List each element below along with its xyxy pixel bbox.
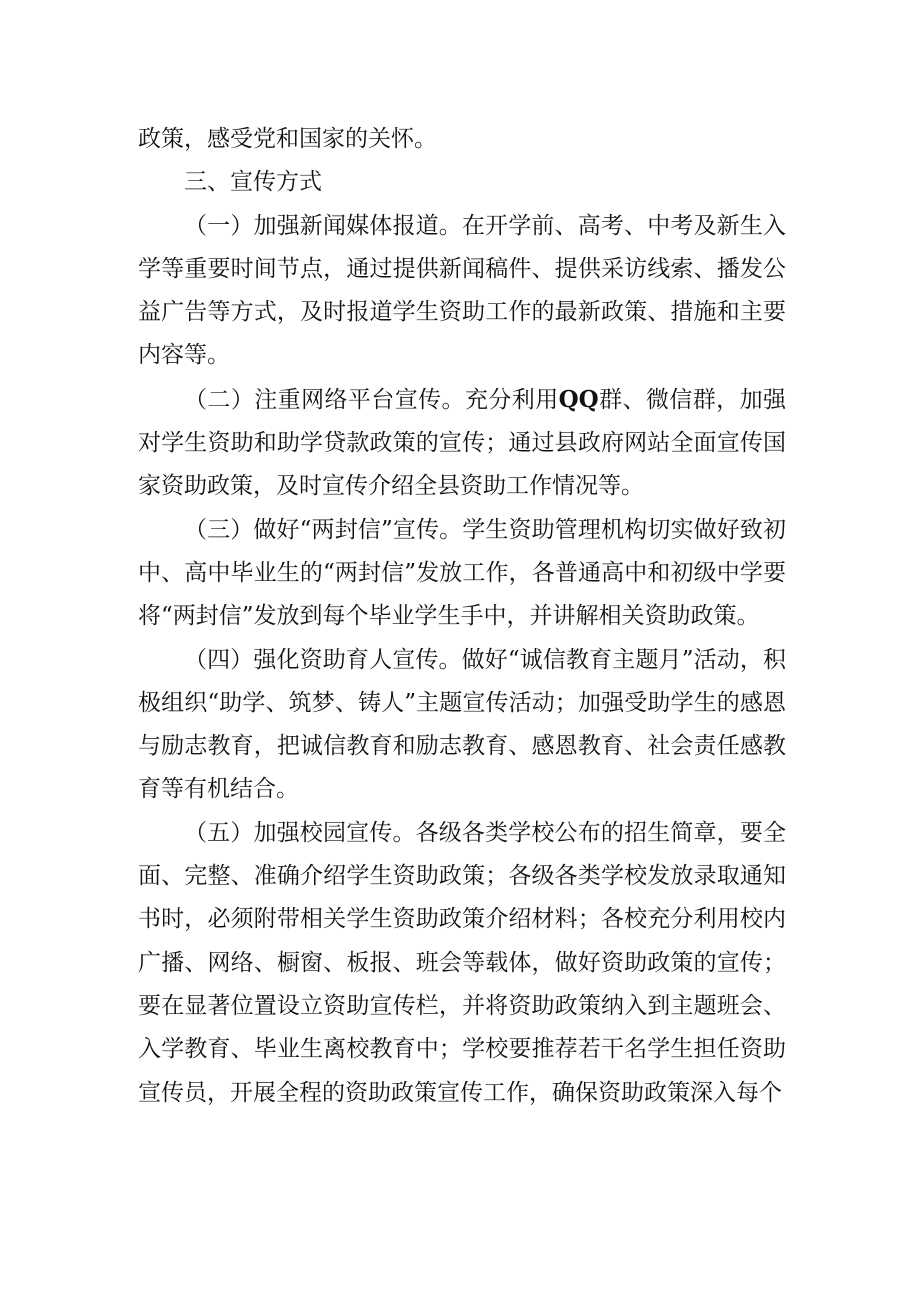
paragraph-campus-publicity: （五）加强校园宣传。各级各类学校公布的招生简章，要全面、完整、准确介绍学生资助政策；各级各类学校发放录取通知书时，必须附带相关学生资助政策介绍材料；各校充分利用校内广播、网络、橱窗、板报、班会等载体，做好资助政策的宣传；要在显著位置设立资助宣传栏，并将资助政策纳入到主题班会、入学教育、毕业生离校教育中；学校要推荐若干名学生担任资助宣传员，开展全程的资助政策宣传工作，确保资助政策深入每个 [138, 819, 786, 1106]
paragraph-news-media: （一）加强新闻媒体报道。在开学前、高考、中考及新生入学等重要时间节点，通过提供新闻稿件、提供采访线索、播发公益广告等方式，及时报道学生资助工作的最新政策、措施和主要内容等。 [138, 212, 786, 369]
section-heading: 三、宣传方式 [184, 169, 322, 196]
qq-term: QQ [558, 385, 599, 413]
paragraph-continuation: 政策，感受党和国家的关怀。 [138, 126, 437, 152]
paragraph-network-platform [138, 378, 786, 509]
document-body [138, 118, 786, 1115]
paragraph-two-letters: （三）做好“两封信”宣传。学生资助管理机构切实做好致初中、高中毕业生的“两封信”发放工作，各普通高中和初级中学要将“两封信”发放到每个毕业学生手中，并讲解相关资助政策。 [138, 516, 786, 630]
paragraph-text-before-qq: （二）注重网络平台宣传。充分利用 [184, 386, 559, 413]
paragraph-text-after-qq: 群、微信群，加强对学生资助和助学贷款政策的宣传；通过县政府网站全面宣传国家资助政策，及时宣传介绍全县资助工作情况等。 [138, 386, 787, 500]
paragraph-funding-education: （四）强化资助育人宣传。做好“诚信教育主题月”活动，积极组织“助学、筑梦、铸人”主题宣传活动；加强受助学生的感恩与励志教育，把诚信教育和励志教育、感恩教育、社会责任感教育等有机结合。 [138, 646, 786, 803]
